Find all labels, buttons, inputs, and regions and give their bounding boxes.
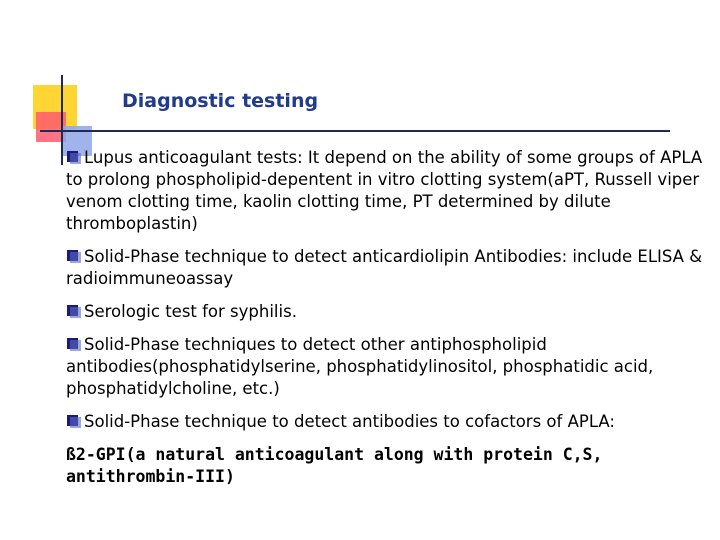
slide-content: [66, 147, 706, 488]
checkbox-bullet-icon: [66, 149, 82, 165]
bullet-item: [66, 301, 706, 323]
bullet-item: [66, 147, 706, 235]
cofactor-detail: ß2-GPI(a natural anticoagulant along with protein C,S, antithrombin-III): [66, 445, 603, 486]
bullet-text: Serologic test for syphilis.: [84, 302, 297, 321]
decor-vertical-line: [61, 75, 63, 165]
bullet-item: [66, 411, 706, 433]
slide-title: Diagnostic testing: [122, 90, 319, 112]
checkbox-bullet-icon: [66, 336, 82, 352]
checkbox-bullet-icon: [66, 413, 82, 429]
checkbox-bullet-icon: [66, 248, 82, 264]
bullet-text: Solid-Phase techniques to detect other antiphospholipid antibodies(phosphatidylserine, phosphatidylinositol, phosphatidic acid, phosphatidylcholine, etc.): [66, 335, 654, 398]
bullet-item: [66, 246, 706, 290]
bullet-item: [66, 334, 706, 400]
bullet-text: Lupus anticoagulant tests: It depend on the ability of some groups of APLA to prolong phospholipid-depentent in vitro clotting system(aPT, Russell viper venom clotting time, kaolin clotting time, PT determined by dilute thromboplastin): [66, 148, 703, 233]
bullet-text: Solid-Phase technique to detect anticardiolipin Antibodies: include ELISA & radioimmuneoassay: [66, 247, 703, 288]
checkbox-bullet-icon: [66, 303, 82, 319]
decor-horizontal-line: [40, 130, 670, 132]
bullet-text: Solid-Phase technique to detect antibodies to cofactors of APLA:: [84, 412, 615, 431]
